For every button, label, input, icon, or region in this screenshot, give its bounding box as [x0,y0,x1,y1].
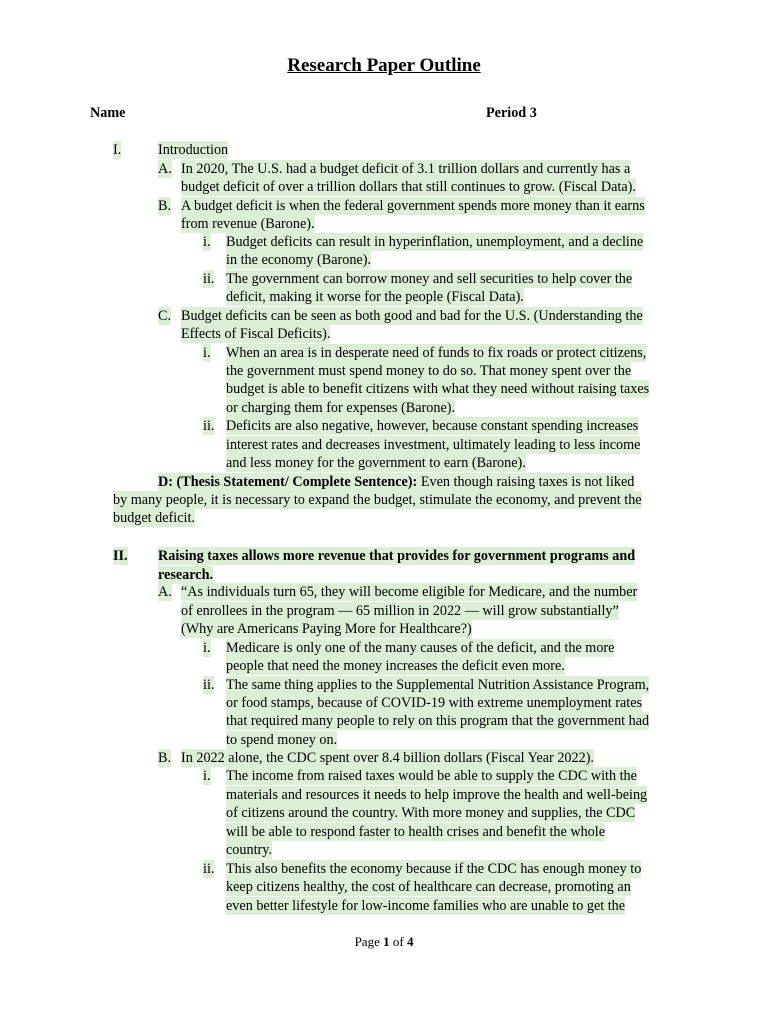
outline-text: budget deficit of over a trillion dollars that still continues to grow. (Fiscal Data). [181,179,636,195]
outline-text: “As individuals turn 65, they will become eligible for Medicare, and the number [181,584,638,600]
outline-text: or food stamps, because of COVID-19 with extreme unemployment rates [226,695,643,711]
outline-line [226,270,632,288]
outline-line [226,712,649,730]
outline-text: country. [226,842,272,858]
outline-line [226,417,638,435]
outline-marker: ii. [203,861,215,877]
outline-line [226,841,272,859]
outline-line [226,288,524,306]
outline-line [226,804,635,822]
outline-text: budget deficit. [113,510,195,526]
outline-line [226,399,455,417]
outline-marker: i. [203,768,211,784]
outline-text: deficit, making it worse for the people (Fiscal Data). [226,289,524,305]
outline-text: This also benefits the economy because if the CDC has enough money to [226,861,642,877]
outline-line [181,197,645,215]
outline-text: Budget deficits can be seen as both good and bad for the U.S. (Understanding the [181,308,643,324]
outline-line [226,694,642,712]
outline-line [181,178,636,196]
outline-line [158,547,635,565]
outline-text: The same thing applies to the Supplemental Nutrition Assistance Program, [226,677,650,693]
outline-text: Budget deficits can result in hyperinflation, unemployment, and a decline [226,234,644,250]
outline-line [226,897,625,915]
outline-text: will be able to respond faster to health crises and benefit the whole [226,824,605,840]
period-label: Period 3 [486,105,537,121]
of-word: of [392,934,404,949]
outline-text: keep citizens healthy, the cost of healthcare can decrease, promoting an [226,879,631,895]
outline-text: to spend money on. [226,732,338,748]
outline-marker: A. [158,584,172,600]
outline-line [226,436,640,454]
outline-line [158,566,213,584]
outline-line [226,767,637,785]
outline-text: In 2022 alone, the CDC spent over 8.4 billion dollars (Fiscal Year 2022). [181,750,594,766]
page-footer [0,933,768,951]
outline-line [181,215,315,233]
outline-text: materials and resources it needs to help improve the health and well-being [226,787,648,803]
outline-line [226,380,649,398]
outline-text: Introduction [158,142,229,158]
outline-text: When an area is in desperate need of funds to fix roads or protect citizens, [226,345,647,361]
outline-marker: B. [158,198,172,214]
outline-line [226,233,643,251]
outline-line [226,362,631,380]
outline-text: Deficits are also negative, however, because constant spending increases [226,418,639,434]
outline-line [226,454,526,472]
outline-line [226,657,565,675]
outline-text: interest rates and decreases investment, ultimately leading to less income [226,437,641,453]
outline-marker: I. [113,142,122,158]
outline-marker: i. [203,640,211,656]
outline-line [181,620,472,638]
outline-marker: i. [203,345,211,361]
outline-line [226,639,614,657]
outline-line [226,344,646,362]
page-word: Page [354,934,380,949]
outline-text: In 2020, The U.S. had a budget deficit of 3.1 trillion dollars and currently has a [181,161,631,177]
outline-text: of citizens around the country. With more money and supplies, the CDC [226,805,636,821]
outline-line [181,160,630,178]
outline-text: from revenue (Barone). [181,216,315,232]
outline-line [181,325,330,343]
outline-text: even better lifestyle for low-income families who are unable to get the [226,898,626,914]
outline-text: Even though raising taxes is not liked [417,474,635,490]
outline-text: of enrollees in the program — 65 million in 2022 — will grow substantially” [181,603,619,619]
outline-bold-text: research. [158,567,214,583]
outline-text: that required many people to rely on this program that the government had [226,713,650,729]
outline-marker: II. [113,548,128,564]
outline-text: in the economy (Barone). [226,252,371,268]
outline-line [181,583,637,601]
page-total: 4 [406,934,414,949]
page-number: 1 [383,934,390,949]
outline-line [226,731,337,749]
outline-marker: ii. [203,418,215,434]
outline-line [113,491,642,509]
outline-marker: i. [203,234,211,250]
outline-line [226,860,641,878]
outline-bold-text: Raising taxes allows more revenue that provides for government programs and [158,548,636,564]
outline-line [226,251,371,269]
outline-text: The income from raised taxes would be able to supply the CDC with the [226,768,637,784]
outline-text: and less money for the government to earn (Barone). [226,455,526,471]
outline-text: A budget deficit is when the federal government spends more money than it earns [181,198,645,214]
outline-text: budget is able to benefit citizens with what they need without raising taxes [226,381,650,397]
outline-line [158,141,228,159]
outline-text: (Why are Americans Paying More for Healthcare?) [181,621,472,637]
outline-line [181,307,643,325]
outline-line [158,473,634,491]
outline-marker: C. [158,308,172,324]
outline-line [226,878,631,896]
outline-line [226,823,605,841]
name-label: Name [90,105,126,121]
outline-text: by many people, it is necessary to expand the budget, stimulate the economy, and prevent the [113,492,642,508]
outline-marker: A. [158,161,172,177]
outline-line [226,676,649,694]
outline-line [226,786,647,804]
outline-text: The government can borrow money and sell securities to help cover the [226,271,633,287]
outline-text: the government must spend money to do so. That money spent over the [226,363,632,379]
outline-text: Medicare is only one of the many causes of the deficit, and the more [226,640,615,656]
document-title: Research Paper Outline [287,55,481,76]
outline-line [113,509,195,527]
outline-line [181,602,619,620]
outline-marker: ii. [203,677,215,693]
outline-bold-text: D: (Thesis Statement/ Complete Sentence): [158,474,418,490]
outline-marker: B. [158,750,172,766]
outline-text: people that need the money increases the deficit even more. [226,658,565,674]
outline-text: Effects of Fiscal Deficits). [181,326,331,342]
outline-marker: ii. [203,271,215,287]
outline-line [181,749,594,767]
outline-text: or charging them for expenses (Barone). [226,400,456,416]
